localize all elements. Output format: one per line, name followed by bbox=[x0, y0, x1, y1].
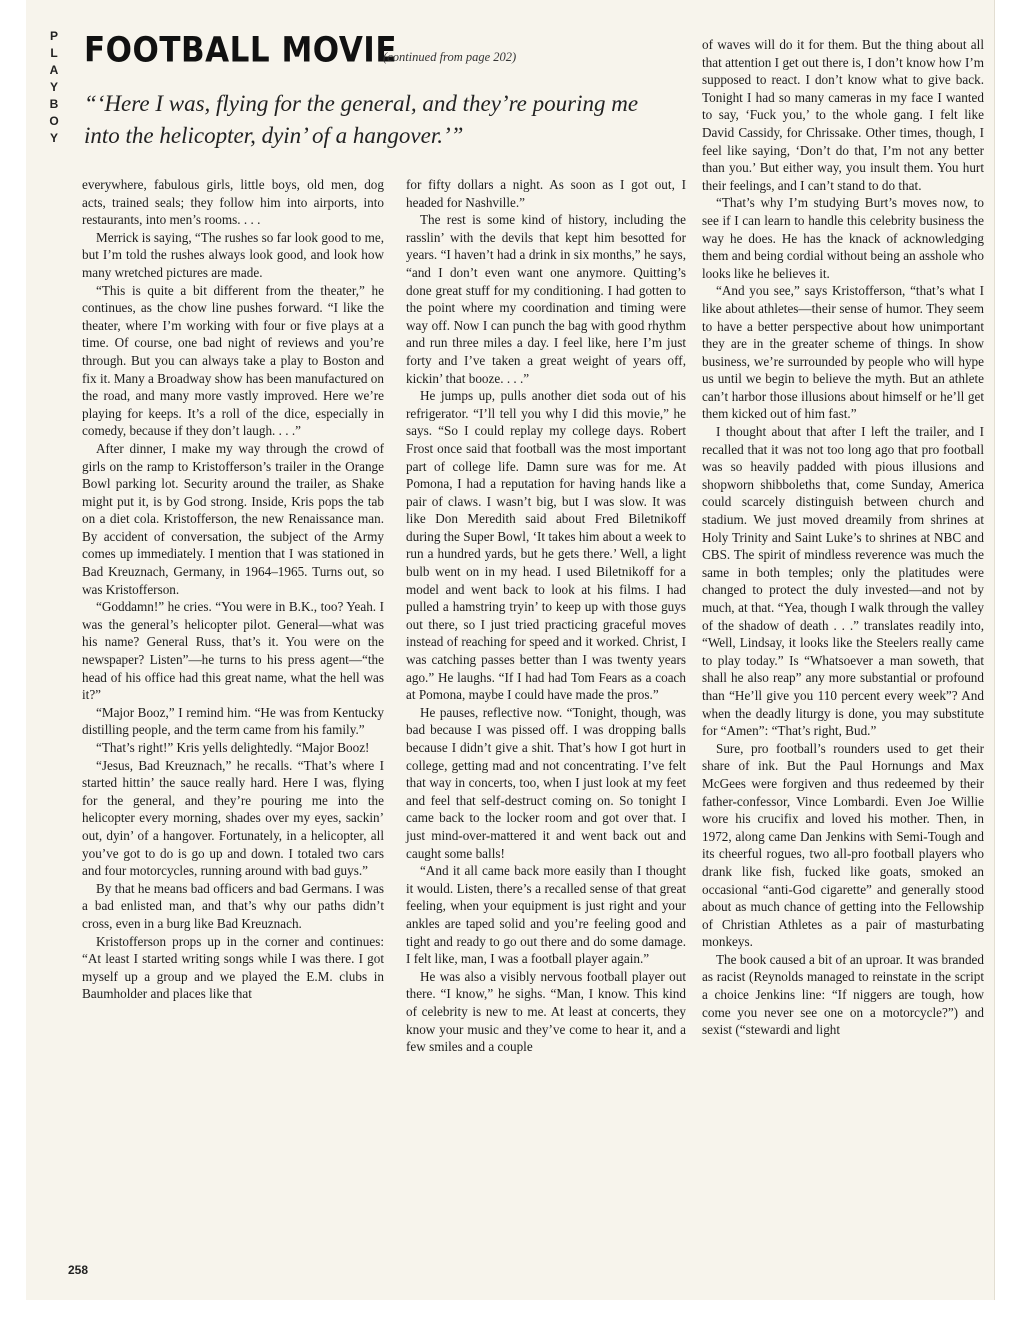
paragraph: By that he means bad officers and bad Germans. I was a bad enlisted man, and that’s why our paths didn’t cross, even in a burg like Bad Kreuznach. bbox=[82, 880, 384, 931]
paragraph: for fifty dollars a night. As soon as I got out, I headed for Nashville.” bbox=[406, 177, 686, 210]
paragraph: Merrick is saying, “The rushes so far look good to me, but I’m told the rushes always look good, and look how many wretched pictures are made. bbox=[82, 229, 384, 280]
paragraph: The book caused a bit of an uproar. It was branded as racist (Reynolds managed to reinstate in the script a choice Jenkins line: “If niggers are tough, how come you never see one on a motorcycle?”) and sexist (“stewardi and light bbox=[702, 951, 984, 1038]
paragraph: “And you see,” says Kristofferson, “that’s what I like about athletes—their sense of humor. They seem to have a better perspective about how unimportant they are in the greater scheme of things. In show business, we’re surrounded by people who will hype us until we begin to believe the myth. But an athlete can’t harbor those illusions about himself or he’ll get them kicked out of him fast.” bbox=[702, 283, 984, 422]
paragraph: Sure, pro football’s rounders used to get their share of ink. But the Paul Hornungs and Max McGees were forgiven and thus redeemed by their father-confessor, Vince Lombardi. Even Joe Willie wore his crucifix and loved his mother. Then, in 1972, along came Dan Jenkins with Semi-Tough and its cheerful rogues, two all-pro football players who drank like fish, fucked like goats, smoked an occasional “anti-God cigarette” and generally stood about as much chance of getting into the Fellowship of Christian Athletes as a pair of masturbating monkeys. bbox=[702, 740, 984, 950]
paragraph: He was also a visibly nervous football player out there. “I know,” he sighs. “Man, I know. This kind of celebrity is new to me. At least at concerts, they know your music and they’ve come to hear it, and a few smiles and a couple bbox=[406, 968, 686, 1055]
paragraph: “Jesus, Bad Kreuznach,” he recalls. “That’s where I started hittin’ the sauce really hard. Here I was, flying for the general, and they’re pouring me into the helicopter every morning, shades over my eyes, sackin’ out, dyin’ of a hangover. Fortunately, in a helicopter, all you’ve got to do is go up and down. I totaled two cars and four motorcycles, running around with bad guys.” bbox=[82, 757, 384, 879]
article-title: FOOTBALL MOVIE bbox=[84, 30, 398, 71]
pull-quote: “‘Here I was, flying for the general, and they’re pouring me into the helicopter, dyin’ of a hangover.’” bbox=[84, 91, 639, 148]
paragraph: Kristofferson props up in the corner and continues: “At least I started writing songs while I was there. I got myself up a group and we played the E.M. clubs in Baumholder and places like that bbox=[82, 933, 384, 1002]
text-column-1 bbox=[82, 176, 384, 1003]
paragraph: He jumps up, pulls another diet soda out of his refrigerator. “I’ll tell you why I did this movie,” he says. “So I could replay my college days. Robert Frost once said that football was the most important part of college life. Damn sure was for me. At Pomona, I had a reputation for having hands like a pair of claws. I wasn’t big, but I was slow. It was like Don Meredith said about Fred Biletnikoff during the Super Bowl, ‘It takes him about a week to run a hundred yards, but he gets there.’ Well, a light bulb went on in my head. I used Biletnikoff for a model and went back to look at his films. I had pulled a hamstring tryin’ to keep up with those guys out there, so I just tried practicing graceful moves instead of reaching for speed and it worked. Christ, I was catching passes better than I was twenty years ago.” He laughs. “If I had had Tom Fears as a coach at Pomona, maybe I could have made the pros.” bbox=[406, 388, 686, 703]
paragraph: “Goddamn!” he cries. “You were in B.K., too? Yeah. I was the general’s helicopter pilot. General—what was his name? General Russ, that’s it. You were on the newspaper? Listen”—he turns to his press agent—“the head of his office had this great name, what the hell was it?” bbox=[82, 599, 384, 703]
continued-note: (continued from page 202) bbox=[383, 50, 517, 64]
paragraph: “And it all came back more easily than I thought it would. Listen, there’s a recalled sense of that great feeling, when your equipment is just right and your ankles are taped solid and you’re feeling good and tight and ready to go out there and do some damage. I felt like, man, I was a football player again.” bbox=[406, 863, 686, 967]
paragraph: “This is quite a bit different from the theater,” he continues, as the chow line pushes forward. “I like the theater, where I’m working with four or five plays at a time. Of course, one bad night of reviews and you’re through. But you can always take a play to Boston and fix it. Many a Broadway show has been manufactured on the road, and many more vastly improved. Here we’re playing for keeps. It’s a roll of the dice, especially in comedy, because if they don’t laugh. . . .” bbox=[82, 282, 384, 439]
article-header bbox=[84, 30, 659, 80]
page-number: 258 bbox=[68, 1263, 89, 1277]
paragraph: He pauses, reflective now. “Tonight, though, was bad because I was pissed off. I was dropping balls because I didn’t give a shit. That’s how I got hurt in college, getting mad and not concentrating. I’ve felt that way in concerts, too, when I just look at my feet and feel that self-destruct coming on. So tonight I came back to the locker room and got over that. I just mind-over-mattered it and went back out and caught some balls! bbox=[406, 704, 686, 861]
paragraph: “That’s right!” Kris yells delightedly. “Major Booz! bbox=[96, 740, 370, 755]
paragraph: The rest is some kind of history, including the rasslin’ with the devils that kept him besotted for years. “I haven’t had a drink in six months,” he says, “and I don’t even want one anymore. Quitting’s done great stuff for my conditioning. I had gotten to the point where my coordination and timing were way off. Now I can punch the bag with good rhythm and run three miles a day. I feel like, here I’m just forty and I’ve taken a great weight of years off, kickin’ that booze. . . .” bbox=[406, 212, 686, 386]
text-column-3 bbox=[702, 36, 984, 1039]
paragraph: of waves will do it for them. But the thing about all that attention I get out there is, I don’t know how I’m supposed to react. I don’t know what to give back. Tonight I had so many cameras in my face I wanted to say, ‘Fuck you,’ to the whole gang. I felt like David Cassidy, for Chrissake. Other times, though, I feel like saying, ‘Don’t do that, I’m not any better than you.’ But either way, you insult them. You hurt their feelings, and I can’t stand to do that. bbox=[702, 37, 984, 193]
text-column-2 bbox=[406, 176, 686, 1056]
paragraph: After dinner, I make my way through the crowd of girls on the ramp to Kristofferson’s trailer in the Orange Bowl parking lot. Security around the trailer, as Shake might put it, is by God strong. Inside, Kris pops the tab on a diet cola. Kristofferson, the new Renaissance man. By accident of conversation, the subject of the Army comes up immediately. I mention that I was stationed in Bad Kreuznach, Germany, in 1964–1965. Turns out, so was Kristofferson. bbox=[82, 440, 384, 597]
magazine-page bbox=[26, 0, 995, 1300]
playboy-masthead: P L A Y B O Y bbox=[49, 29, 59, 145]
paragraph: “That’s why I’m studying Burt’s moves now, to see if I can learn to handle this celebrity business the way he does. He has the knack of acknowledging them and being cordial without being an asshole who looks like he believes it. bbox=[702, 195, 984, 281]
paragraph: “Major Booz,” I remind him. “He was from Kentucky distilling people, and the term came from his family.” bbox=[82, 704, 384, 738]
paragraph: everywhere, fabulous girls, little boys, old men, dog acts, trained seals; they follow him into airports, into restaurants, into men’s rooms. . . . bbox=[82, 177, 384, 228]
paragraph: I thought about that after I left the trailer, and I recalled that it was not too long ago that pro football was so heavily padded with pious illusions and shopworn shibboleths that, come Sunday, America could scarcely distinguish between church and stadium. We just moved dreamily from shrines at Holy Trinity and Saint Luke’s to shrines at NBC and CBS. The spirit of mindless reverence was much the same in both temples; only the platitudes were changed to protect the duly invested—and not by much, at that. “Yea, though I walk through the valley of the shadow of death . . .” translates readily into, “Well, Lindsay, it looks like the Steelers really came to play today.” Is “Whatsoever a man soweth, that shall he also reap” any more substantial or profound than “He’ll give you 110 percent every week”? And when the deadly liturgy is done, you may substitute for “Amen”: “That’s right, Bud.” bbox=[702, 424, 984, 739]
